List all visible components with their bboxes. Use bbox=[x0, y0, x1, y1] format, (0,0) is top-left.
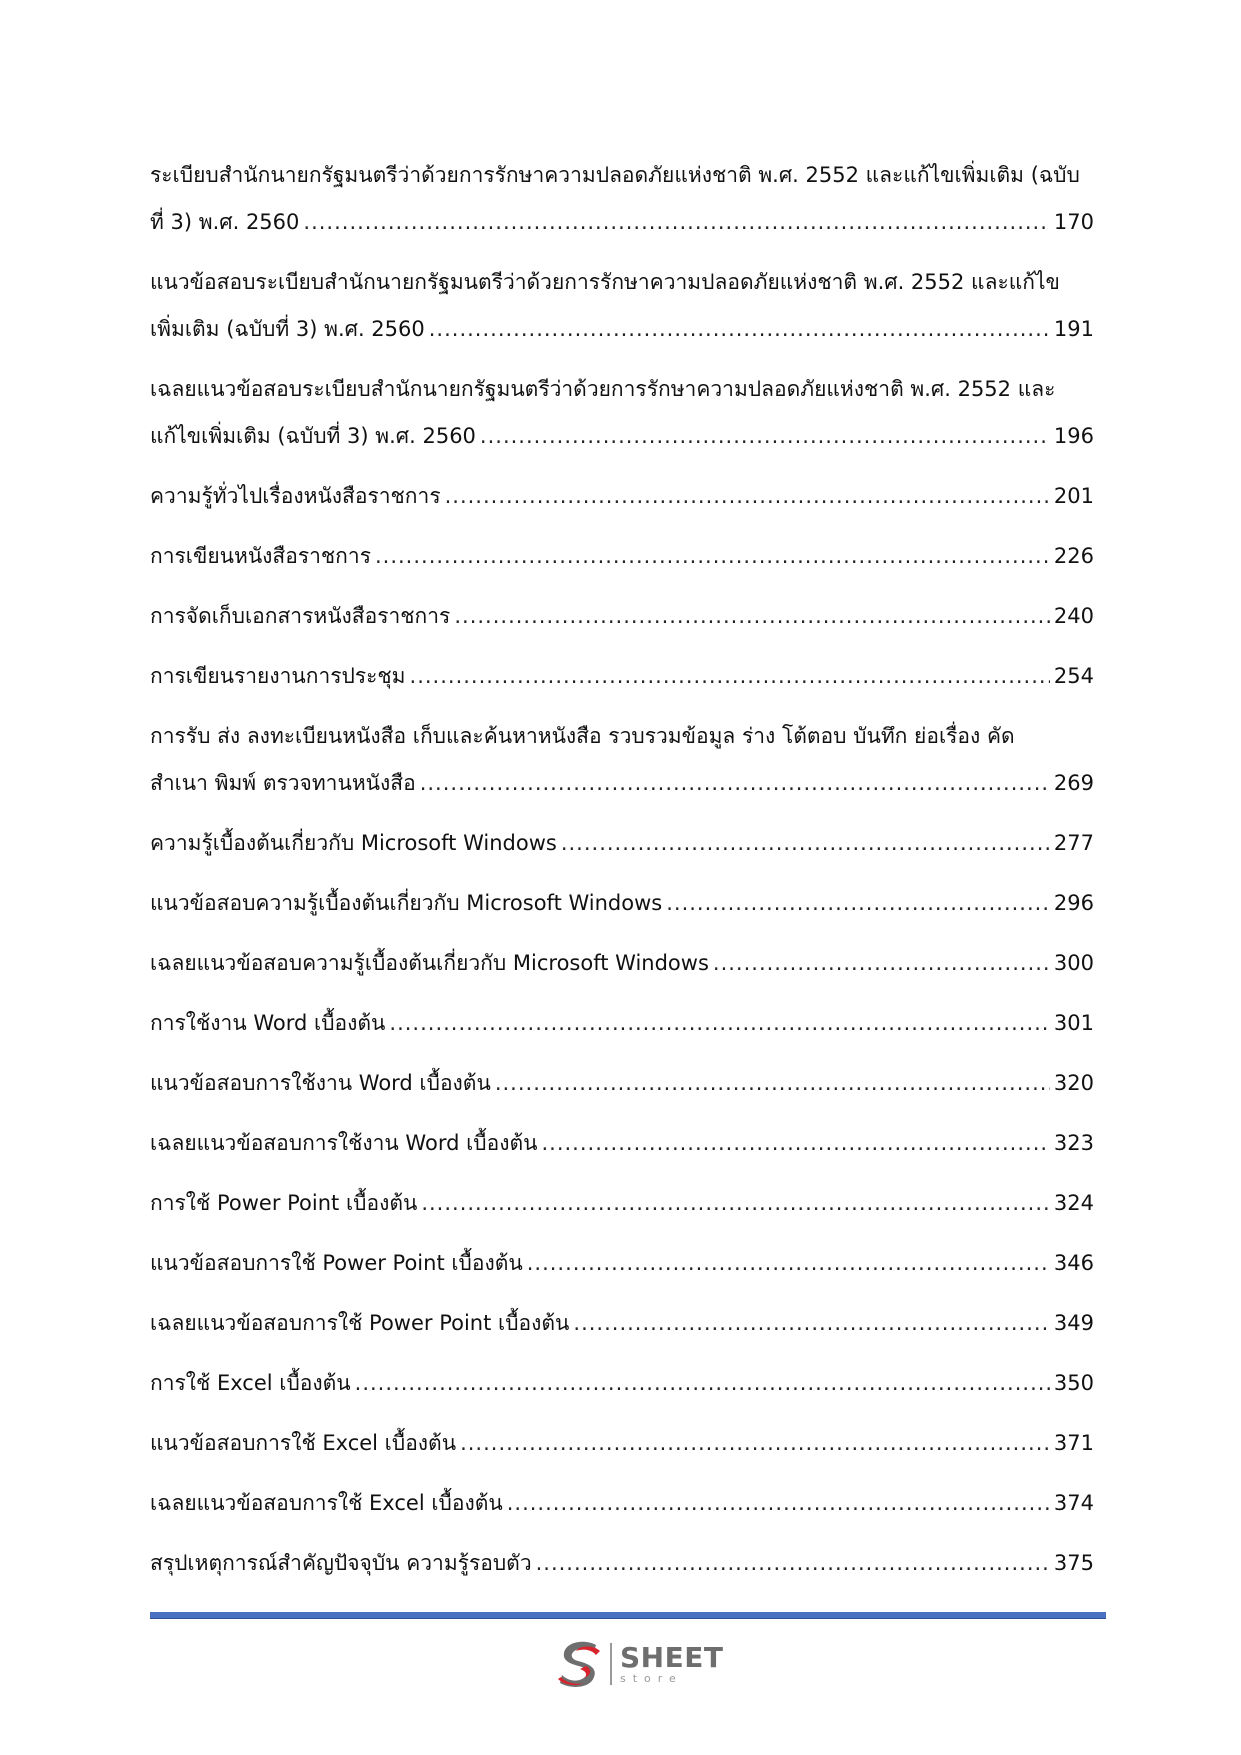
toc-page-number: 201 bbox=[1053, 484, 1094, 508]
dot-leader bbox=[375, 533, 1050, 580]
toc-entry-leader-line bbox=[150, 306, 1094, 353]
dot-leader bbox=[303, 199, 1050, 246]
toc-page-number: 226 bbox=[1053, 544, 1094, 568]
toc-entry bbox=[150, 593, 1094, 640]
toc-page-number: 277 bbox=[1053, 831, 1094, 855]
toc-page-number: 375 bbox=[1053, 1551, 1094, 1575]
toc-entry bbox=[150, 820, 1094, 867]
toc-entry-title: แก้ไขเพิ่มเติม (ฉบับที่ 3) พ.ศ. 2560 bbox=[150, 424, 476, 448]
dot-leader bbox=[713, 940, 1050, 987]
toc-entry-title: การเขียนรายงานการประชุม bbox=[150, 664, 406, 688]
toc-entry bbox=[150, 1060, 1094, 1107]
toc-entry-leader-line bbox=[150, 1360, 1094, 1407]
toc-entry-leader-line bbox=[150, 1120, 1094, 1167]
toc-entry-title: ที่ 3) พ.ศ. 2560 bbox=[150, 210, 300, 234]
dot-leader bbox=[536, 1540, 1050, 1587]
dot-leader bbox=[541, 1120, 1049, 1167]
toc-entry bbox=[150, 1540, 1094, 1587]
toc-entry-title: การเขียนหนังสือราชการ bbox=[150, 544, 371, 568]
toc-page-number: 346 bbox=[1053, 1251, 1094, 1275]
toc-page-number: 300 bbox=[1053, 951, 1094, 975]
dot-leader bbox=[445, 473, 1050, 520]
toc-entry-title: เฉลยแนวข้อสอบความรู้เบื้องต้นเกี่ยวกับ Microsoft Windows bbox=[150, 951, 709, 975]
toc-entry bbox=[150, 533, 1094, 580]
toc-entry-leader-line bbox=[150, 473, 1094, 520]
toc-entry bbox=[150, 1480, 1094, 1527]
toc-entry-title: การใช้งาน Word เบื้องต้น bbox=[150, 1011, 386, 1035]
dot-leader bbox=[460, 1420, 1050, 1467]
logo-separator bbox=[610, 1643, 612, 1685]
toc-entry-leader-line bbox=[150, 1240, 1094, 1287]
dot-leader bbox=[389, 1000, 1050, 1047]
dot-leader bbox=[454, 593, 1050, 640]
toc-entry bbox=[150, 1240, 1094, 1287]
toc-entry-leader-line bbox=[150, 1540, 1094, 1587]
dot-leader bbox=[495, 1060, 1050, 1107]
toc-page-number: 301 bbox=[1053, 1011, 1094, 1035]
toc-entry bbox=[150, 473, 1094, 520]
footer-rule bbox=[150, 1612, 1106, 1619]
toc-page-number: 350 bbox=[1053, 1371, 1094, 1395]
toc-entry-leader-line bbox=[150, 533, 1094, 580]
toc-entry-title: สำเนา พิมพ์ ตรวจทานหนังสือ bbox=[150, 771, 416, 795]
toc-entry bbox=[150, 259, 1094, 353]
toc-entry-leader-line bbox=[150, 940, 1094, 987]
dot-leader bbox=[410, 653, 1050, 700]
dot-leader bbox=[420, 760, 1050, 807]
toc-entry-leader-line bbox=[150, 653, 1094, 700]
toc-entry-title: สรุปเหตุการณ์สำคัญปัจจุบัน ความรู้รอบตัว bbox=[150, 1551, 532, 1575]
table-of-contents bbox=[150, 152, 1094, 1600]
toc-page-number: 323 bbox=[1053, 1131, 1094, 1155]
toc-entry-title: การจัดเก็บเอกสารหนังสือราชการ bbox=[150, 604, 451, 628]
toc-entry bbox=[150, 940, 1094, 987]
toc-entry bbox=[150, 366, 1094, 460]
toc-page-number: 240 bbox=[1053, 604, 1094, 628]
logo-subtext: store bbox=[620, 1672, 683, 1685]
toc-page-number: 349 bbox=[1053, 1311, 1094, 1335]
toc-entry-title: แนวข้อสอบความรู้เบื้องต้นเกี่ยวกับ Microsoft Windows bbox=[150, 891, 663, 915]
dot-leader bbox=[507, 1480, 1050, 1527]
toc-entry-title: ความรู้ทั่วไปเรื่องหนังสือราชการ bbox=[150, 484, 441, 508]
toc-entry bbox=[150, 653, 1094, 700]
toc-entry-leader-line bbox=[150, 593, 1094, 640]
toc-entry-title: แนวข้อสอบการใช้งาน Word เบื้องต้น bbox=[150, 1071, 491, 1095]
toc-entry-leader-line bbox=[150, 760, 1094, 807]
toc-entry-title-line: ระเบียบสำนักนายกรัฐมนตรีว่าด้วยการรักษาความปลอดภัยแห่งชาติ พ.ศ. 2552 และแก้ไขเพิ่มเติม (ฉบับ bbox=[150, 163, 1080, 187]
logo-text: SHEET bbox=[620, 1641, 724, 1674]
toc-page-number: 269 bbox=[1053, 771, 1094, 795]
toc-entry-title: แนวข้อสอบการใช้ Power Point เบื้องต้น bbox=[150, 1251, 523, 1275]
sheet-store-logo bbox=[556, 1638, 723, 1690]
toc-entry bbox=[150, 880, 1094, 927]
toc-entry-title-line: เฉลยแนวข้อสอบระเบียบสำนักนายกรัฐมนตรีว่าด้วยการรักษาความปลอดภัยแห่งชาติ พ.ศ. 2552 และ bbox=[150, 377, 1056, 401]
toc-page-number: 170 bbox=[1053, 210, 1094, 234]
toc-entry-title-line: การรับ ส่ง ลงทะเบียนหนังสือ เก็บและค้นหาหนังสือ รวบรวมข้อมูล ร่าง โต้ตอบ บันทึก ย่อเรื่อง คัด bbox=[150, 724, 1015, 748]
toc-page-number: 191 bbox=[1053, 317, 1094, 341]
dot-leader bbox=[527, 1240, 1050, 1287]
toc-entry bbox=[150, 1120, 1094, 1167]
toc-entry-title: เฉลยแนวข้อสอบการใช้ Power Point เบื้องต้น bbox=[150, 1311, 570, 1335]
dot-leader bbox=[429, 306, 1050, 353]
toc-entry-title: เฉลยแนวข้อสอบการใช้งาน Word เบื้องต้น bbox=[150, 1131, 538, 1155]
toc-entry-title: เพิ่มเติม (ฉบับที่ 3) พ.ศ. 2560 bbox=[150, 317, 425, 341]
sheet-store-s-logo-icon bbox=[556, 1639, 604, 1689]
dot-leader bbox=[421, 1180, 1050, 1227]
toc-entry-leader-line bbox=[150, 199, 1094, 246]
toc-entry-leader-line bbox=[150, 880, 1094, 927]
toc-entry-leader-line bbox=[150, 1000, 1094, 1047]
toc-entry-leader-line bbox=[150, 413, 1094, 460]
toc-entry-title-line: แนวข้อสอบระเบียบสำนักนายกรัฐมนตรีว่าด้วยการรักษาความปลอดภัยแห่งชาติ พ.ศ. 2552 และแก้ไข bbox=[150, 270, 1060, 294]
toc-entry bbox=[150, 713, 1094, 807]
toc-entry-leader-line bbox=[150, 1480, 1094, 1527]
toc-entry-title: การใช้ Excel เบื้องต้น bbox=[150, 1371, 351, 1395]
toc-entry bbox=[150, 152, 1094, 246]
toc-entry-title: เฉลยแนวข้อสอบการใช้ Excel เบื้องต้น bbox=[150, 1491, 503, 1515]
toc-entry bbox=[150, 1180, 1094, 1227]
dot-leader bbox=[480, 413, 1050, 460]
toc-page-number: 324 bbox=[1053, 1191, 1094, 1215]
toc-page-number: 374 bbox=[1053, 1491, 1094, 1515]
toc-page-number: 254 bbox=[1053, 664, 1094, 688]
dot-leader bbox=[355, 1360, 1050, 1407]
toc-entry-title: แนวข้อสอบการใช้ Excel เบื้องต้น bbox=[150, 1431, 457, 1455]
toc-entry-leader-line bbox=[150, 820, 1094, 867]
toc-page-number: 196 bbox=[1053, 424, 1094, 448]
toc-entry bbox=[150, 1000, 1094, 1047]
toc-entry-leader-line bbox=[150, 1060, 1094, 1107]
toc-entry-leader-line bbox=[150, 1180, 1094, 1227]
toc-page-number: 371 bbox=[1053, 1431, 1094, 1455]
toc-entry-title: ความรู้เบื้องต้นเกี่ยวกับ Microsoft Windows bbox=[150, 831, 557, 855]
toc-entry-title: การใช้ Power Point เบื้องต้น bbox=[150, 1191, 418, 1215]
toc-entry-leader-line bbox=[150, 1420, 1094, 1467]
toc-entry bbox=[150, 1360, 1094, 1407]
dot-leader bbox=[573, 1300, 1050, 1347]
toc-page-number: 296 bbox=[1053, 891, 1094, 915]
toc-page-number: 320 bbox=[1053, 1071, 1094, 1095]
logo-wordmark bbox=[620, 1641, 724, 1685]
dot-leader bbox=[666, 880, 1050, 927]
toc-entry bbox=[150, 1300, 1094, 1347]
toc-entry bbox=[150, 1420, 1094, 1467]
toc-entry-leader-line bbox=[150, 1300, 1094, 1347]
dot-leader bbox=[561, 820, 1050, 867]
